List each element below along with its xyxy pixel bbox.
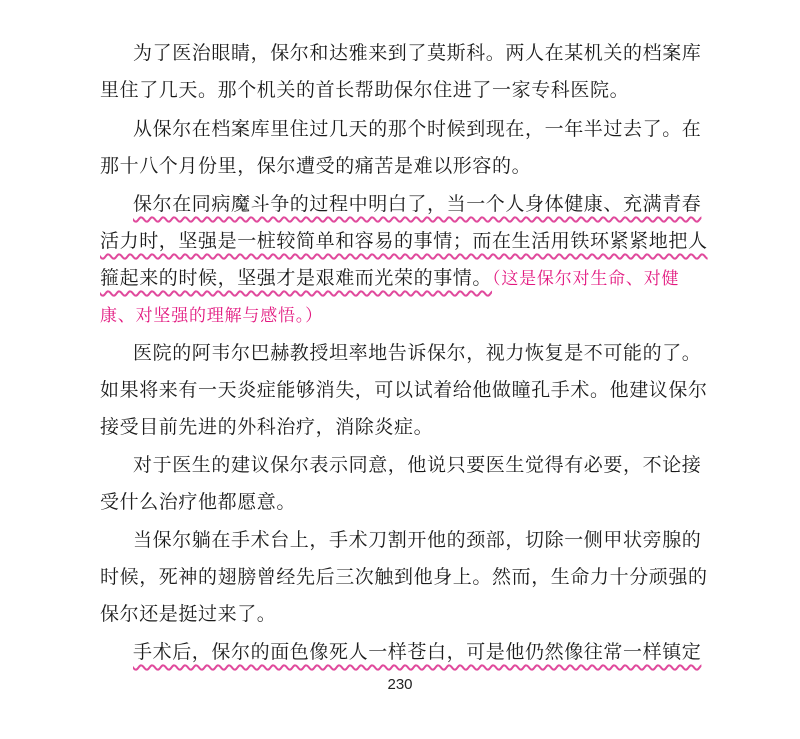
annotation-note: 康、对坚强的理解与感悟。） xyxy=(100,306,323,326)
paragraph-line: 对于医生的建议保尔表示同意，他说只要医生觉得有必要，不论接 xyxy=(133,454,702,476)
paragraph-line: 时候，死神的翅膀曾经先后三次触到他身上。然而，生命力十分顽强的 xyxy=(100,566,708,588)
paragraph-line: 里住了几天。那个机关的首长帮助保尔住进了一家专科医院。 xyxy=(100,79,630,101)
paragraph-line: 那十八个月份里，保尔遭受的痛苦是难以形容的。 xyxy=(100,155,532,177)
highlighted-line xyxy=(100,260,700,296)
paragraph-line: 如果将来有一天炎症能够消失，可以试着给他做瞳孔手术。他建议保尔 xyxy=(100,379,708,401)
highlighted-line xyxy=(100,223,708,259)
highlighted-line xyxy=(133,634,700,670)
paragraph-line: 受什么治疗他都愿意。 xyxy=(100,491,297,513)
paragraph-line: 医院的阿韦尔巴赫教授坦率地告诉保尔，视力恢复是不可能的了。 xyxy=(133,342,702,364)
highlighted-text: 手术后，保尔的面色像死人一样苍白，可是他仍然像往常一样镇定 xyxy=(133,641,702,663)
annotation-line xyxy=(100,297,700,333)
annotation-note: （这是保尔对生命、对健 xyxy=(492,269,680,289)
paragraph-line: 为了医治眼睛，保尔和达雅来到了莫斯科。两人在某机关的档案库 xyxy=(133,42,702,64)
paragraph-line: 从保尔在档案库里住过几天的那个时候到现在，一年半过去了。在 xyxy=(133,118,702,140)
paragraph-line: 接受目前先进的外科治疗，消除炎症。 xyxy=(100,416,434,438)
paragraph-line: 当保尔躺在手术台上，手术刀割开他的颈部，切除一侧甲状旁腺的 xyxy=(133,529,702,551)
highlighted-line xyxy=(133,186,700,222)
paragraph-line: 保尔还是挺过来了。 xyxy=(100,603,277,625)
highlighted-text: 保尔在同病魔斗争的过程中明白了，当一个人身体健康、充满青春 xyxy=(133,193,702,215)
highlighted-text: 活力时，坚强是一桩较简单和容易的事情；而在生活用铁环紧紧地把人 xyxy=(100,230,708,252)
highlighted-text: 箍起来的时候，坚强才是艰难而光荣的事情。 xyxy=(100,267,493,289)
page-number: 230 xyxy=(387,676,413,693)
